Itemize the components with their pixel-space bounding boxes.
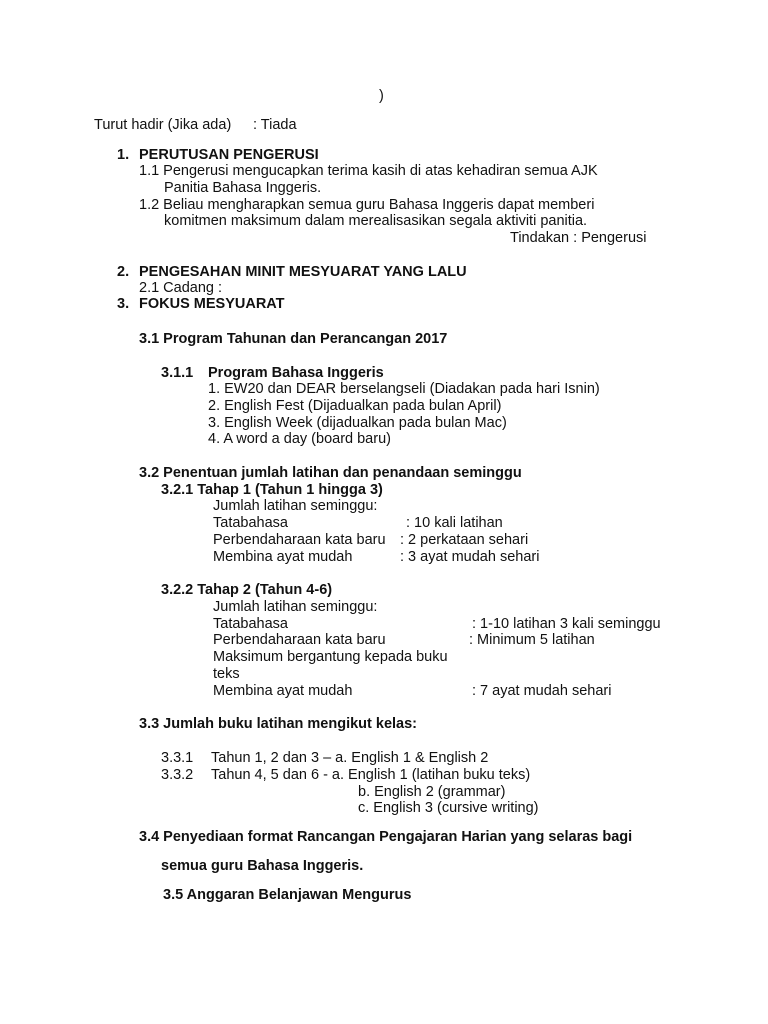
grammar-value: : 10 kali latihan [406,515,503,531]
attendance-label: Turut hadir (Jika ada) [94,117,232,133]
sentence-value: : 3 ayat mudah sehari [400,549,540,565]
item-3-3-2-c: c. English 3 (cursive writing) [358,800,539,816]
subsection-3-4-line1: 3.4 Penyediaan format Rancangan Pengajaran Harian yang selaras bagi [139,829,633,845]
subsection-3-1-1-number: 3.1.1 [161,365,194,381]
section-1-title: PERUTUSAN PENGERUSI [139,147,319,163]
section-2-title: PENGESAHAN MINIT MESYUARAT YANG LALU [139,264,467,280]
subsection-3-1: 3.1 Program Tahunan dan Perancangan 2017 [139,331,448,347]
subsection-3-2: 3.2 Penentuan jumlah latihan dan penandaan seminggu [139,465,522,481]
item-2-1: 2.1 Cadang : [139,280,223,296]
item-3-3-1-text: Tahun 1, 2 dan 3 – a. English 1 & English 2 [211,750,489,766]
section-3-title: FOKUS MESYUARAT [139,296,285,312]
vocabulary-value: : 2 perkataan sehari [400,532,529,548]
item-3-3-2-text: Tahun 4, 5 dan 6 - a. English 1 (latihan buku teks) [211,767,531,783]
max-book-label-line1: Maksimum bergantung kepada buku [213,649,448,665]
subsection-3-5: 3.5 Anggaran Belanjawan Mengurus [163,887,412,903]
item-1-2-line2: komitmen maksimum dalam merealisasikan segala aktiviti panitia. [164,213,588,229]
item-1-1-line2: Panitia Bahasa Inggeris. [164,180,322,196]
item-1-2-line1: 1.2 Beliau mengharapkan semua guru Bahasa Inggeris dapat memberi [139,197,595,213]
item-3-3-2-number: 3.3.2 [161,767,194,783]
subsection-3-1-1-title: Program Bahasa Inggeris [208,365,384,381]
subsection-3-2-1: 3.2.1 Tahap 1 (Tahun 1 hingga 3) [161,482,383,498]
program-item: 4. A word a day (board baru) [208,431,391,447]
sentence-label: Membina ayat mudah [213,549,353,565]
top-mark: ) [379,88,384,104]
item-1-1-line1: 1.1 Pengerusi mengucapkan terima kasih di atas kehadiran semua AJK [139,163,598,179]
program-item: 2. English Fest (Dijadualkan pada bulan April) [208,398,502,414]
vocabulary-value: : Minimum 5 latihan [469,632,595,648]
subsection-3-4-line2: semua guru Bahasa Inggeris. [161,858,364,874]
attendance-value: : Tiada [253,117,297,133]
max-book-label-line2: teks [213,666,240,682]
grammar-label: Tatabahasa [213,515,288,531]
subsection-3-2-2: 3.2.2 Tahap 2 (Tahun 4-6) [161,582,333,598]
vocabulary-label: Perbendaharaan kata baru [213,532,386,548]
item-3-3-1-number: 3.3.1 [161,750,194,766]
section-1-number: 1. [117,147,130,163]
item-3-3-2-b: b. English 2 (grammar) [358,784,506,800]
action-note: Tindakan : Pengerusi [510,230,647,246]
section-2-number: 2. [117,264,130,280]
program-item: 3. English Week (dijadualkan pada bulan Mac) [208,415,507,431]
sentence-label: Membina ayat mudah [213,683,353,699]
weekly-exercises-label: Jumlah latihan seminggu: [213,498,378,514]
weekly-exercises-label: Jumlah latihan seminggu: [213,599,378,615]
grammar-value: : 1-10 latihan 3 kali seminggu [472,616,661,632]
sentence-value: : 7 ayat mudah sehari [472,683,612,699]
vocabulary-label: Perbendaharaan kata baru [213,632,386,648]
grammar-label: Tatabahasa [213,616,288,632]
section-3-number: 3. [117,296,130,312]
program-item: 1. EW20 dan DEAR berselangseli (Diadakan pada hari Isnin) [208,381,600,397]
subsection-3-3: 3.3 Jumlah buku latihan mengikut kelas: [139,716,417,732]
